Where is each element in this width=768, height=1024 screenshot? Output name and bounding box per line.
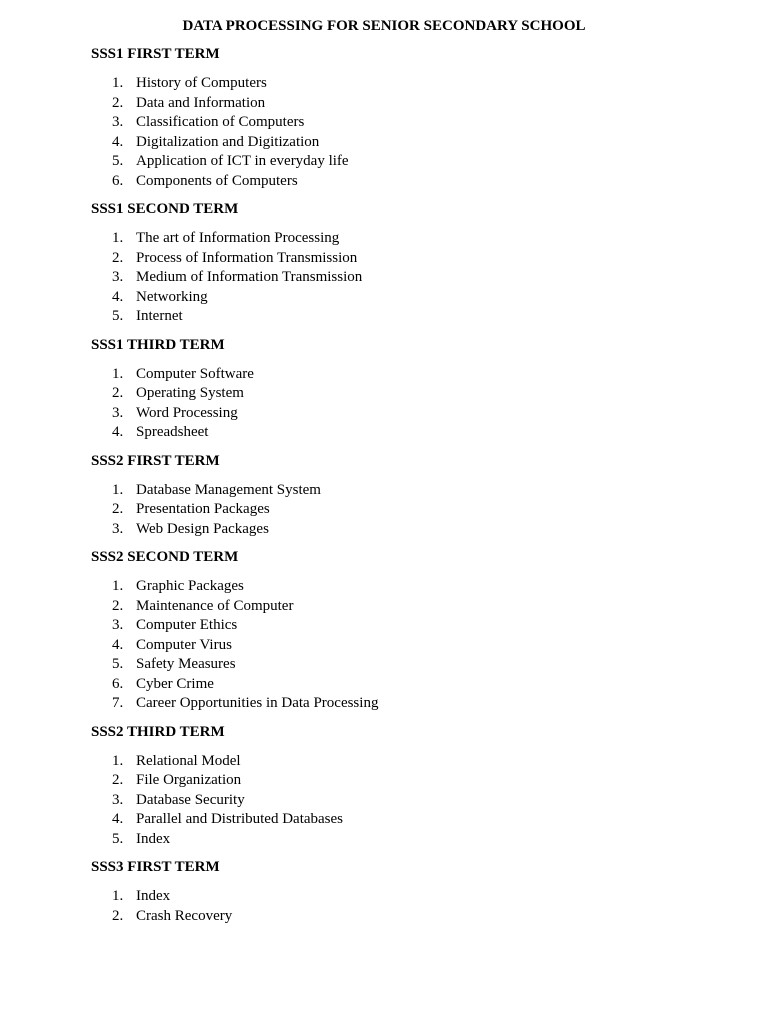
list-item-text: Word Processing <box>136 404 238 421</box>
list-item-number: 3. <box>112 520 124 537</box>
list-item-number: 7. <box>112 695 124 711</box>
topic-list <box>0 365 768 443</box>
term-heading: SSS2 THIRD TERM <box>91 723 225 740</box>
list-item <box>0 810 768 830</box>
list-item <box>0 113 768 133</box>
list-item-number: 2. <box>112 772 124 788</box>
list-item-number: 6. <box>112 675 124 692</box>
list-item-text: Internet <box>136 308 183 324</box>
list-item <box>0 830 768 850</box>
list-item-number: 5. <box>112 656 124 672</box>
list-item-text: Index <box>136 888 171 904</box>
term-section <box>0 199 768 327</box>
list-item-number: 3. <box>112 114 124 130</box>
list-item-number: 1. <box>112 578 124 594</box>
list-item <box>0 229 768 249</box>
list-item-text: Computer Software <box>136 365 254 382</box>
topic-list <box>0 887 768 926</box>
list-item <box>0 172 768 192</box>
list-item-number: 4. <box>112 424 124 440</box>
list-item-text: Graphic Packages <box>136 578 244 594</box>
term-section <box>0 547 768 714</box>
topic-list <box>0 481 768 540</box>
list-item-text: Parallel and Distributed Databases <box>136 811 344 827</box>
list-item <box>0 268 768 288</box>
term-sections <box>0 44 768 926</box>
list-item <box>0 636 768 656</box>
list-item-text: Presentation Packages <box>136 501 270 517</box>
list-item-number: 3. <box>112 269 124 285</box>
list-item-number: 1. <box>112 365 124 382</box>
list-item <box>0 384 768 404</box>
list-item-text: Spreadsheet <box>136 424 209 440</box>
term-section <box>0 44 768 191</box>
list-item-text: Crash Recovery <box>136 907 233 924</box>
list-item-number: 3. <box>112 404 124 421</box>
list-item-number: 1. <box>112 481 124 498</box>
list-item <box>0 94 768 114</box>
list-item-number: 2. <box>112 597 124 614</box>
list-item <box>0 249 768 269</box>
list-item-text: Safety Measures <box>136 656 236 672</box>
list-item-number: 4. <box>112 133 124 150</box>
document-title: DATA PROCESSING FOR SENIOR SECONDARY SCHOOL <box>182 18 586 34</box>
list-item <box>0 675 768 695</box>
list-item <box>0 694 768 714</box>
list-item-number: 4. <box>112 636 124 653</box>
list-item-text: Maintenance of Computer <box>136 597 294 614</box>
list-item-text: Process of Information Transmission <box>136 249 358 266</box>
list-item <box>0 887 768 907</box>
term-section <box>0 451 768 540</box>
list-item-number: 2. <box>112 907 124 924</box>
list-item-number: 5. <box>112 153 124 169</box>
list-item <box>0 74 768 94</box>
list-item <box>0 500 768 520</box>
list-item-text: Operating System <box>136 385 244 401</box>
list-item-text: Networking <box>136 288 208 305</box>
list-item-number: 4. <box>112 288 124 305</box>
term-heading: SSS1 SECOND TERM <box>91 201 239 217</box>
list-item-text: Web Design Packages <box>136 520 269 537</box>
list-item-text: History of Computers <box>136 75 267 91</box>
list-item-text: Career Opportunities in Data Processing <box>136 695 379 711</box>
list-item-number: 2. <box>112 501 124 517</box>
list-item <box>0 133 768 153</box>
list-item <box>0 616 768 636</box>
list-item-number: 6. <box>112 172 124 189</box>
list-item <box>0 404 768 424</box>
list-item-text: Computer Ethics <box>136 617 238 633</box>
list-item <box>0 577 768 597</box>
term-section <box>0 722 768 850</box>
list-item-number: 1. <box>112 888 124 904</box>
list-item-number: 3. <box>112 791 124 808</box>
list-item-text: Computer Virus <box>136 636 232 653</box>
list-item-number: 2. <box>112 94 124 111</box>
list-item-text: Relational Model <box>136 752 241 769</box>
term-heading: SSS2 FIRST TERM <box>91 452 220 469</box>
list-item-text: The art of Information Processing <box>136 230 340 246</box>
list-item-number: 2. <box>112 249 124 266</box>
list-item-text: Application of ICT in everyday life <box>136 153 349 169</box>
topic-list <box>0 229 768 327</box>
list-item <box>0 907 768 927</box>
list-item-number: 1. <box>112 75 124 91</box>
list-item <box>0 520 768 540</box>
topic-list <box>0 752 768 850</box>
list-item-text: Data and Information <box>136 94 266 111</box>
list-item <box>0 771 768 791</box>
list-item-number: 5. <box>112 830 124 847</box>
term-section <box>0 857 768 926</box>
list-item <box>0 152 768 172</box>
list-item <box>0 752 768 772</box>
list-item <box>0 791 768 811</box>
term-heading: SSS2 SECOND TERM <box>91 549 239 565</box>
list-item-text: Digitalization and Digitization <box>136 133 320 150</box>
topic-list <box>0 577 768 714</box>
list-item-text: Medium of Information Transmission <box>136 269 363 285</box>
list-item <box>0 655 768 675</box>
topic-list <box>0 74 768 191</box>
term-section <box>0 335 768 443</box>
list-item <box>0 481 768 501</box>
list-item-number: 5. <box>112 308 124 324</box>
list-item-text: Components of Computers <box>136 172 298 189</box>
term-heading: SSS1 THIRD TERM <box>91 336 225 353</box>
list-item <box>0 597 768 617</box>
term-heading: SSS3 FIRST TERM <box>91 859 220 875</box>
list-item-text: Classification of Computers <box>136 114 305 130</box>
list-item-number: 1. <box>112 752 124 769</box>
term-heading: SSS1 FIRST TERM <box>91 46 220 62</box>
list-item-text: Cyber Crime <box>136 675 214 692</box>
list-item-text: Database Management System <box>136 481 321 498</box>
list-item <box>0 288 768 308</box>
list-item-number: 1. <box>112 230 124 246</box>
list-item-text: Index <box>136 830 171 847</box>
list-item-text: Database Security <box>136 791 245 808</box>
list-item <box>0 423 768 443</box>
list-item <box>0 307 768 327</box>
list-item-number: 3. <box>112 617 124 633</box>
list-item-number: 4. <box>112 811 124 827</box>
list-item-number: 2. <box>112 385 124 401</box>
list-item <box>0 365 768 385</box>
list-item-text: File Organization <box>136 772 242 788</box>
